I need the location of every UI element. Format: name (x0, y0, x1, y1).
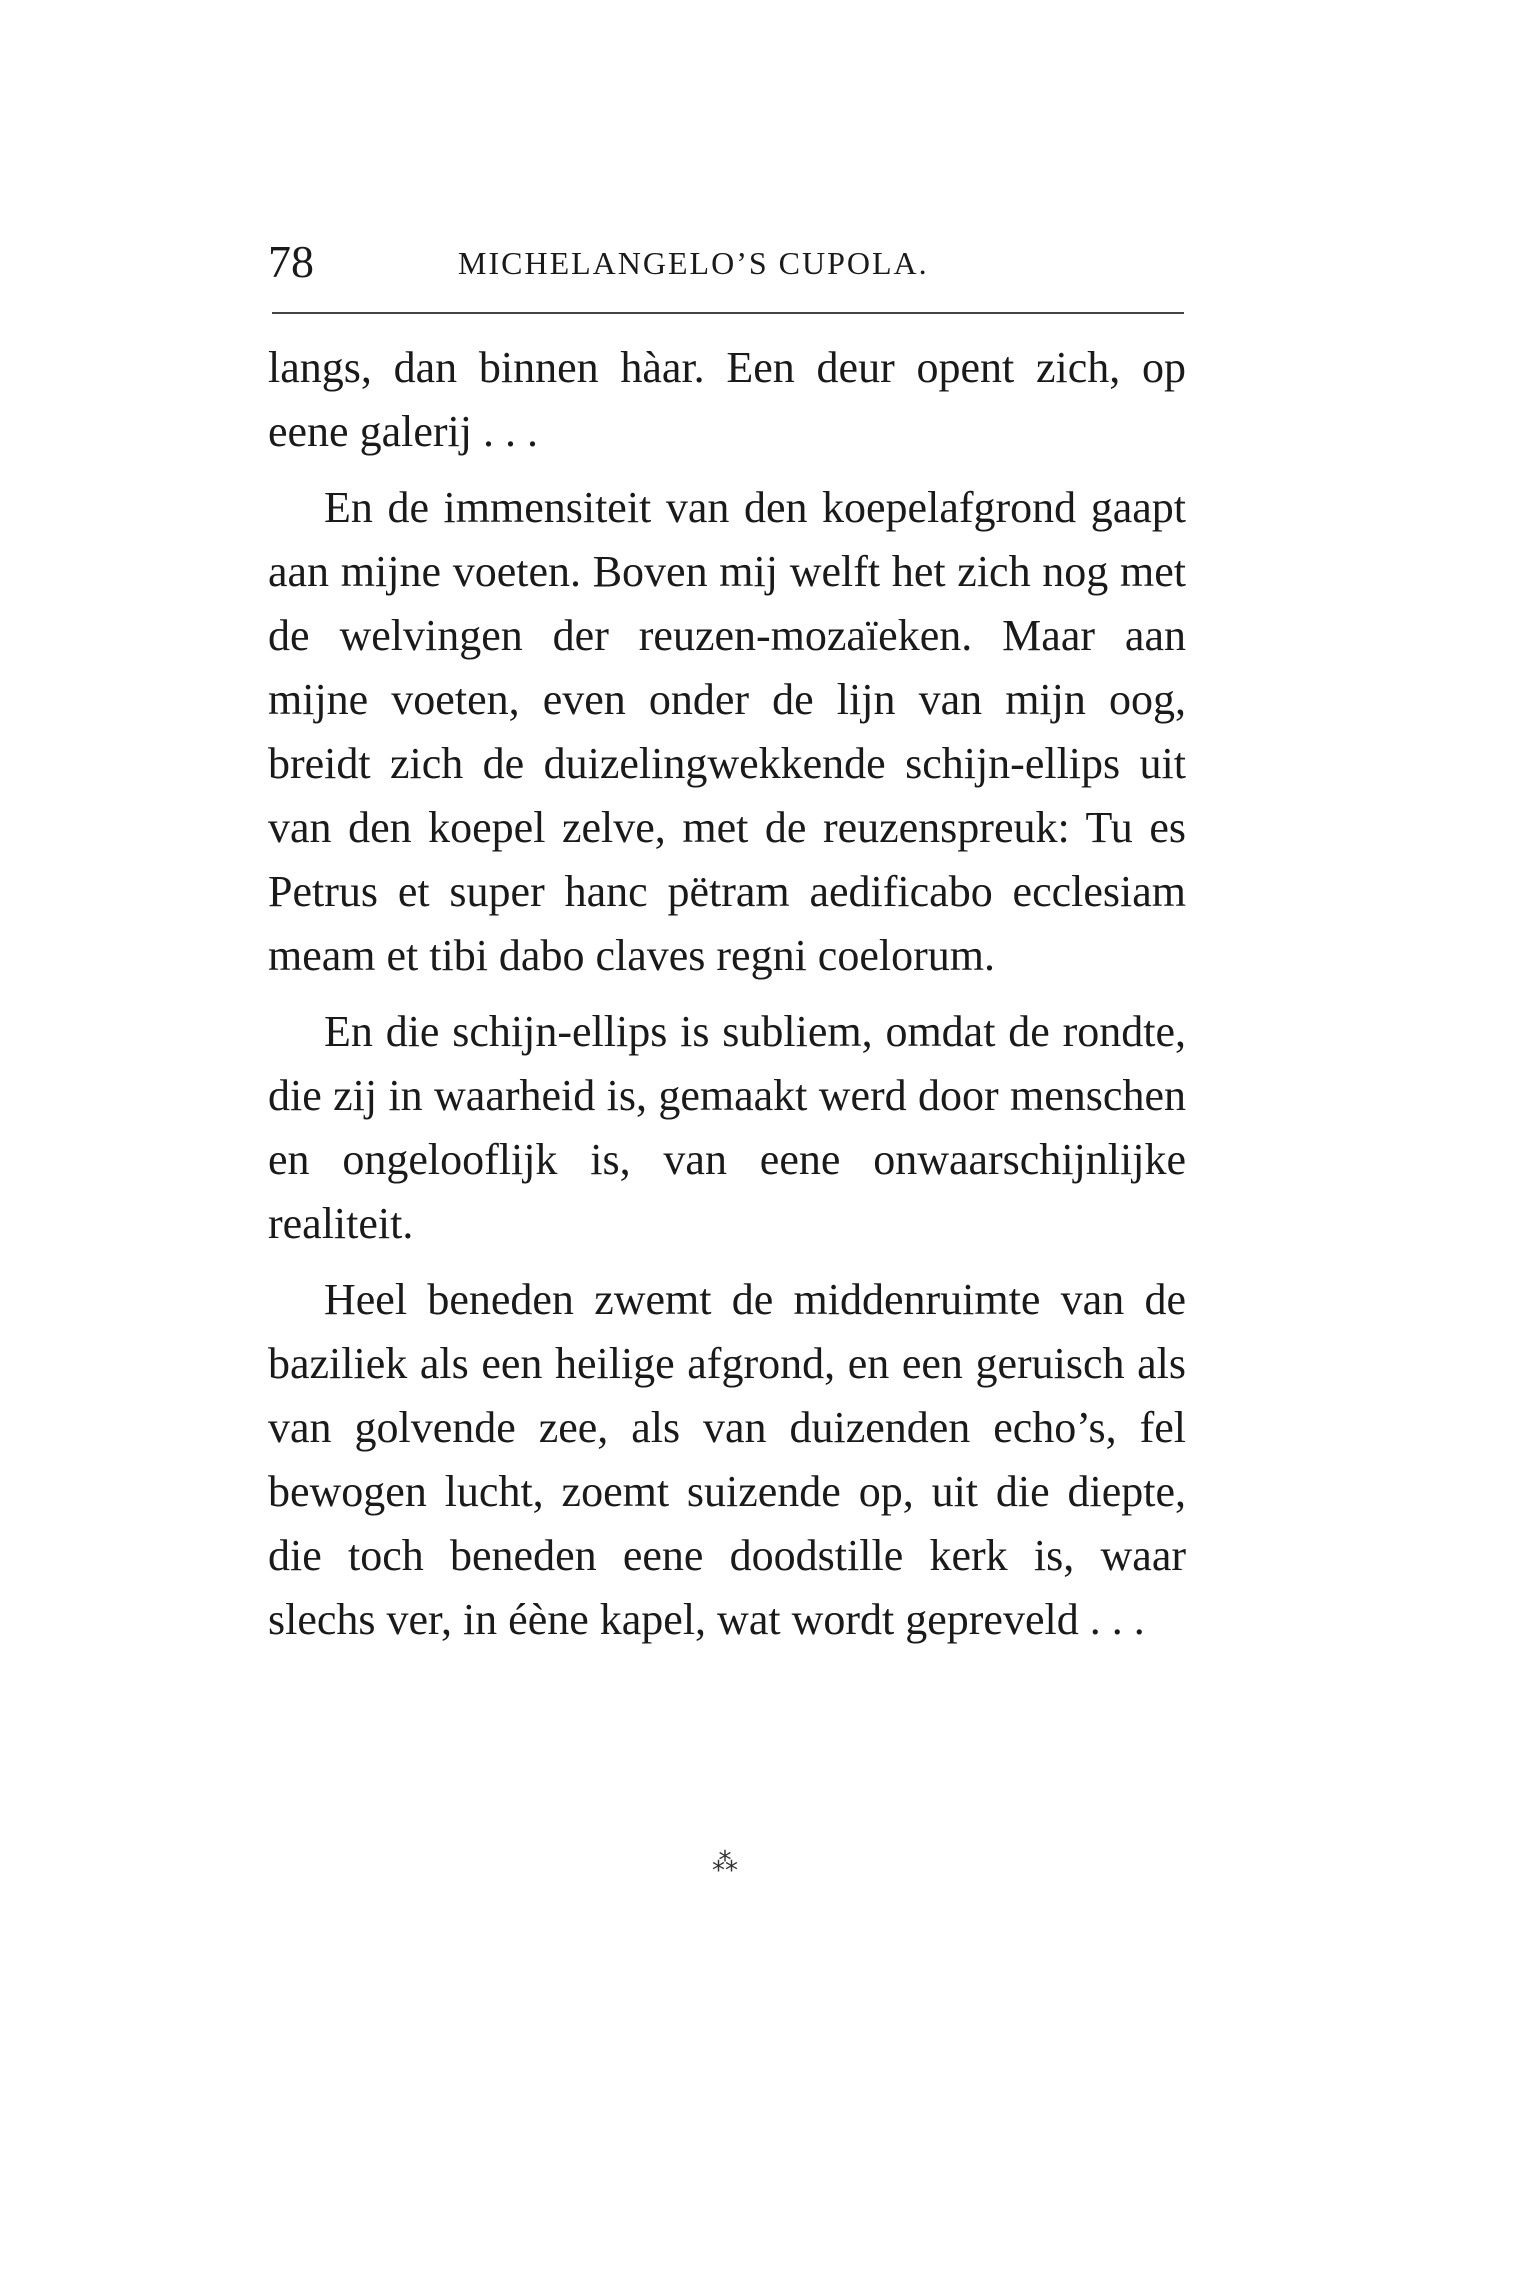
body-text (268, 336, 1186, 1664)
asterism-section-break: ⁂ (712, 1848, 748, 1878)
page-header (268, 232, 1188, 292)
page-number: 78 (268, 236, 314, 287)
running-title: MICHELANGELO’S CUPOLA. (458, 245, 929, 281)
header-rule (272, 312, 1184, 314)
paragraph-1: langs, dan binnen hàar. Een deur opent zich, op eene galerij . . . (268, 343, 1186, 456)
paragraph-4: Heel beneden zwemt de middenruimte van de baziliek als een heilige afgrond, en een geruisch als van golvende zee, als van duizenden echo’s, fel bewogen lucht, zoemt suizende op, uit die diepte, die toch beneden eene doodstille kerk is, waar slechs ver, in éène kapel, wat wordt gepreveld . . . (268, 1275, 1186, 1644)
paragraph-3: En die schijn-ellips is subliem, omdat de rondte, die zij in waarheid is, gemaakt werd door menschen en ongelooflijk is, van eene onwaarschijnlijke realiteit. (268, 1007, 1186, 1248)
paragraph-2: En de immensiteit van den koepelafgrond gaapt aan mijne voeten. Boven mij welft het zich nog met de welvingen der reuzen-mozaïeken. Maar aan mijne voeten, even onder de lijn van mijn oog, breidt zich de duizelingwekkende schijn-ellips uit van den koepel zelve, met de reuzenspreuk: Tu es Petrus et super hanc pëtram aedificabo ecclesiam meam et tibi dabo claves regni coelorum. (268, 483, 1186, 980)
